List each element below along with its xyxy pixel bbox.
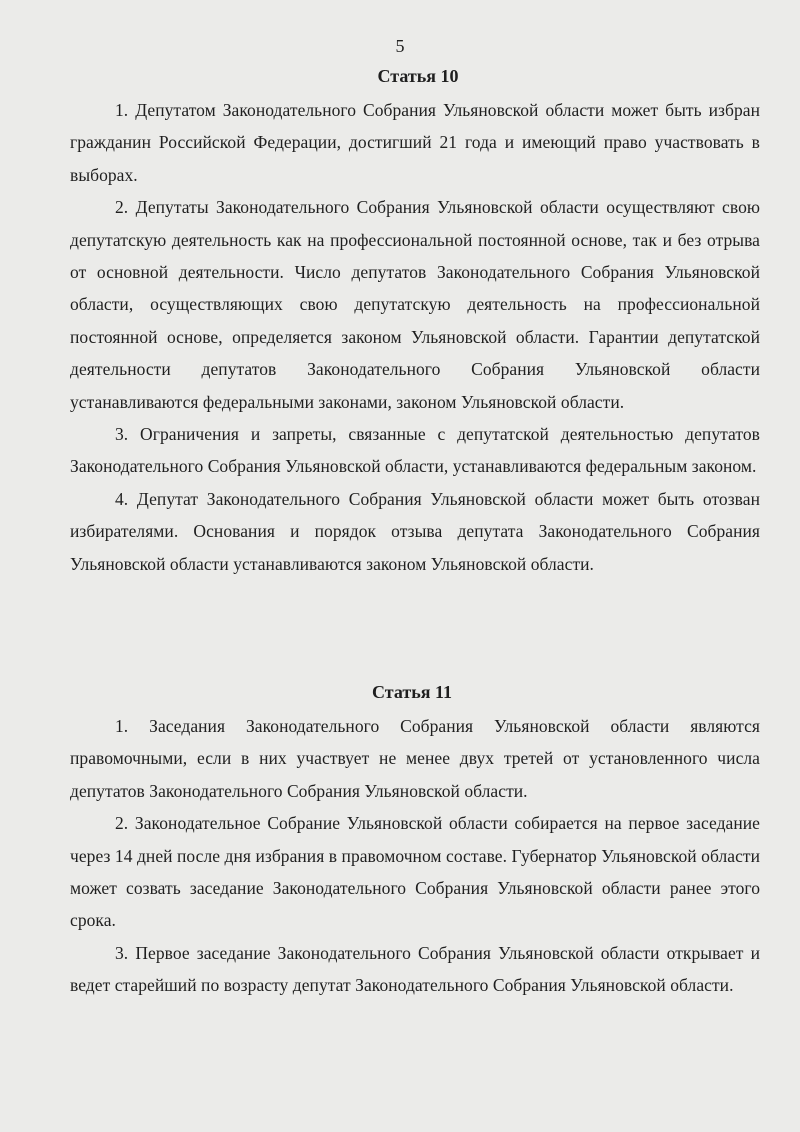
article-11-paragraph-2: 2. Законодательное Собрание Ульяновской области собирается на первое заседание через 14 дней после дня избрания в правомочном составе. Губернатор Ульяновской области может созвать заседание Законодательного Собрания Ульяновской области ранее этого срока.	[70, 813, 760, 931]
article-10-body	[70, 94, 760, 580]
article-10-paragraph-3: 3. Ограничения и запреты, связанные с депутатской деятельностью депутатов Законодательного Собрания Ульяновской области, устанавливаются федеральным законом.	[70, 424, 760, 477]
article-10-heading: Статья 10	[377, 66, 459, 86]
page-number: 5	[395, 36, 405, 56]
article-11-body	[70, 710, 760, 1002]
article-10-paragraph-2: 2. Депутаты Законодательного Собрания Ульяновской области осуществляют свою депутатскую деятельность как на профессиональной постоянной основе, так и без отрыва от основной деятельности. Число депутатов Законодательного Собрания Ульяновской области, осуществляющих свою депутатскую деятельность на профессиональной постоянной основе, определяется законом Ульяновской области. Гарантии депутатской деятельности депутатов Законодательного Собрания Ульяновской области устанавливаются федеральными законами, законом Ульяновской области.	[70, 197, 760, 412]
article-10-paragraph-4: 4. Депутат Законодательного Собрания Ульяновской области может быть отозван избирателями. Основания и порядок отзыва депутата Законодательного Собрания Ульяновской области устанавливаются законом Ульяновской области.	[70, 488, 760, 574]
article-11-paragraph-1: 1. Заседания Законодательного Собрания Ульяновской области являются правомочными, если в них участвует не менее двух третей от установленного числа депутатов Законодательного Собрания Ульяновской области.	[70, 716, 760, 801]
article-11-heading: Статья 11	[372, 682, 452, 702]
article-11-paragraph-3: 3. Первое заседание Законодательного Собрания Ульяновской области открывает и ведет старейший по возрасту депутат Законодательного Собрания Ульяновской области.	[70, 942, 760, 996]
article-10-paragraph-1: 1. Депутатом Законодательного Собрания Ульяновской области может быть избран гражданин Российской Федерации, достигший 21 года и имеющий право участвовать в выборах.	[70, 100, 760, 185]
